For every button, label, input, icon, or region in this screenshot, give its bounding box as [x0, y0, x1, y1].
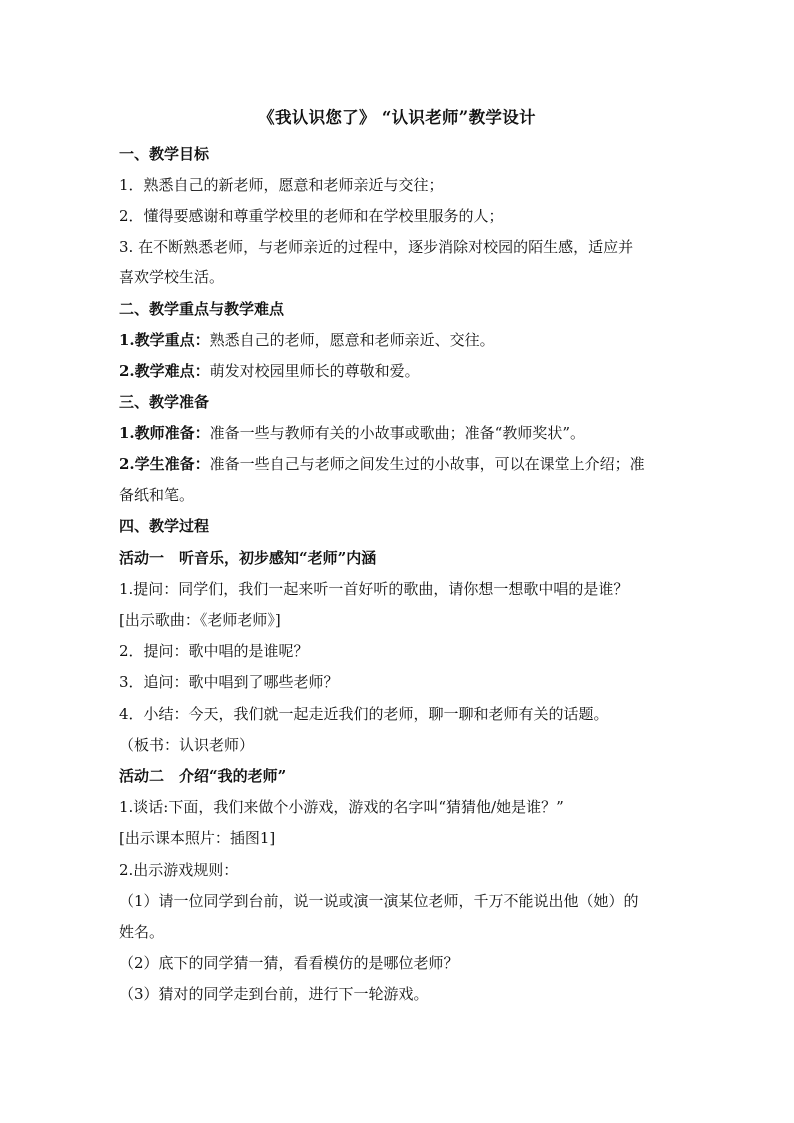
activity-1-line-2: [出示歌曲：《老师老师》]	[119, 611, 281, 629]
objective-item-3-line-2: 喜欢学校生活。	[119, 268, 225, 286]
activity-1-line-5: 4．小结：今天，我们就一起走近我们的老师，聊一聊和老师有关的话题。	[119, 705, 609, 723]
student-prep-label: 2.学生准备：	[119, 455, 210, 473]
key-point-text: 熟悉自己的老师，愿意和老师亲近、交往。	[209, 331, 495, 349]
document-title: 《我认识您了》 “认识老师”教学设计	[258, 108, 536, 127]
difficulty-label: 2.教学难点：	[119, 362, 210, 380]
activity-2-line-4-cont: 姓名。	[119, 923, 165, 941]
section-heading-preparation: 三、教学准备	[119, 393, 210, 411]
activity-1-line-6: （板书：认识老师）	[119, 736, 255, 754]
section-heading-objectives: 一、教学目标	[119, 145, 210, 163]
objective-item-1: 1．熟悉自己的新老师，愿意和老师亲近与交往；	[119, 176, 444, 194]
student-prep-text: 准备一些自己与老师之间发生过的小故事，可以在课堂上介绍；准	[209, 455, 645, 473]
activity-2-line-3: 2.出示游戏规则：	[119, 861, 239, 879]
difficulty-item	[119, 356, 679, 386]
activity-2-heading: 活动二 介绍“我的老师”	[119, 767, 287, 785]
objective-item-3-line-1: 3. 在不断熟悉老师，与老师亲近的过程中，逐步消除对校园的陌生感，适应并	[119, 238, 634, 256]
difficulty-text: 萌发对校园里师长的尊敬和爱。	[209, 362, 420, 380]
objective-item-2: 2．懂得要感谢和尊重学校里的老师和在学校里服务的人；	[119, 207, 504, 225]
activity-2-line-4: （1）请一位同学到台前，说一说或演一演某位老师，千万不能说出他（她）的	[119, 892, 639, 910]
key-point-item	[119, 325, 679, 355]
key-point-label: 1.教学重点：	[119, 331, 210, 349]
activity-1-heading: 活动一 听音乐，初步感知“老师”内涵	[119, 549, 377, 567]
teacher-prep-item	[119, 418, 679, 448]
activity-2-line-1: 1.谈话:下面，我们来做个小游戏，游戏的名字叫“猜猜他/她是谁？”	[119, 798, 564, 816]
student-prep-item-line-2: 备纸和笔。	[119, 486, 195, 504]
teacher-prep-text: 准备一些与教师有关的小故事或歌曲；准备“教师奖状”。	[209, 424, 586, 442]
activity-1-line-4: 3．追问：歌中唱到了哪些老师？	[119, 673, 339, 691]
activity-1-line-3: 2．提问：歌中唱的是谁呢？	[119, 642, 309, 660]
student-prep-item	[119, 449, 679, 479]
section-heading-process: 四、教学过程	[119, 517, 210, 535]
activity-2-line-2: [出示课本照片：插图1]	[119, 829, 276, 847]
activity-1-line-1: 1.提问：同学们，我们一起来听一首好听的歌曲，请你想一想歌中唱的是谁？	[119, 580, 629, 598]
activity-2-line-5: （2）底下的同学猜一猜，看看模仿的是哪位老师？	[119, 954, 459, 972]
section-heading-key-points: 二、教学重点与教学难点	[119, 300, 285, 318]
teacher-prep-label: 1.教师准备：	[119, 424, 210, 442]
activity-2-line-6: （3）猜对的同学走到台前，进行下一轮游戏。	[119, 985, 429, 1003]
